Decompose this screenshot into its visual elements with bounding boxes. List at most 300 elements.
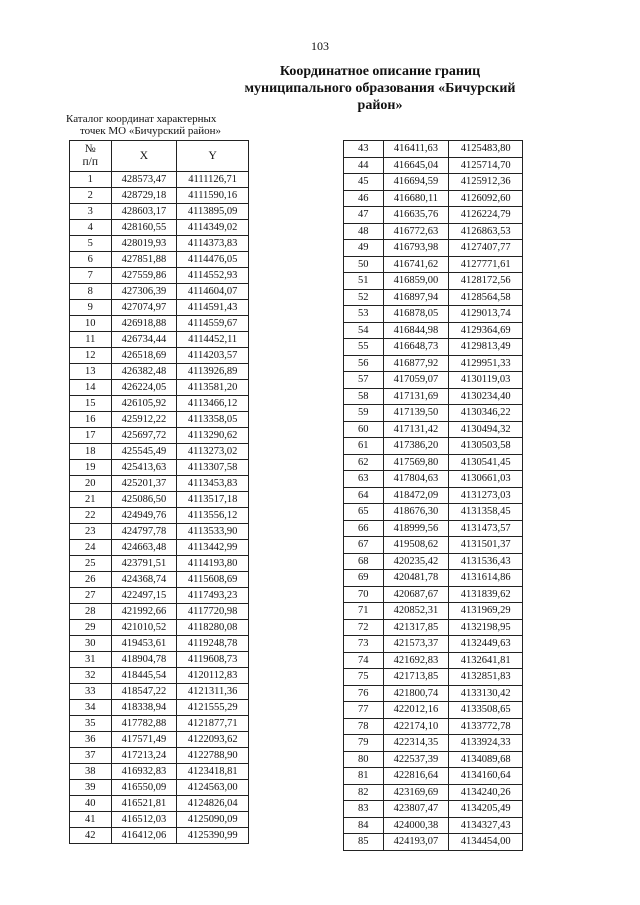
coord-y: 4119248,78: [177, 636, 249, 652]
coord-x: 422012,16: [383, 702, 449, 719]
coord-x: 423807,47: [383, 801, 449, 818]
table-row: [344, 141, 523, 158]
point-number: 12: [70, 348, 112, 364]
coord-y: 4129951,33: [449, 355, 523, 372]
table-row: [344, 223, 523, 240]
coord-y: 4113581,20: [177, 380, 249, 396]
point-number: 82: [344, 784, 384, 801]
coord-x: 421573,37: [383, 636, 449, 653]
table-row: [344, 273, 523, 290]
table-row: [70, 604, 249, 620]
table-row: [70, 668, 249, 684]
point-number: 1: [70, 172, 112, 188]
coord-x: 416521,81: [111, 796, 177, 812]
coord-y: 4124563,00: [177, 780, 249, 796]
title-line-2: муниципального образования «Бичурский район»: [244, 81, 516, 113]
point-number: 53: [344, 306, 384, 323]
coord-x: 425912,22: [111, 412, 177, 428]
coord-x: 424949,76: [111, 508, 177, 524]
coord-y: 4133508,65: [449, 702, 523, 719]
coord-y: 4122093,62: [177, 732, 249, 748]
coord-x: 425545,49: [111, 444, 177, 460]
table-row: [70, 428, 249, 444]
point-number: 81: [344, 768, 384, 785]
table-row: [70, 716, 249, 732]
coord-x: 417804,63: [383, 471, 449, 488]
table-row: [344, 322, 523, 339]
coord-y: 4117493,23: [177, 588, 249, 604]
coord-y: 4125714,70: [449, 157, 523, 174]
coord-x: 417131,69: [383, 388, 449, 405]
table-row: [70, 300, 249, 316]
coord-y: 4132198,95: [449, 619, 523, 636]
point-number: 14: [70, 380, 112, 396]
point-number: 17: [70, 428, 112, 444]
coord-y: 4130119,03: [449, 372, 523, 389]
point-number: 54: [344, 322, 384, 339]
point-number: 60: [344, 421, 384, 438]
point-number: 16: [70, 412, 112, 428]
coord-x: 422497,15: [111, 588, 177, 604]
coord-y: 4114203,57: [177, 348, 249, 364]
coord-y: 4131358,45: [449, 504, 523, 521]
table-header-row: [70, 141, 249, 172]
point-number: 8: [70, 284, 112, 300]
point-number: 22: [70, 508, 112, 524]
point-number: 56: [344, 355, 384, 372]
point-number: 85: [344, 834, 384, 851]
coord-x: 426382,48: [111, 364, 177, 380]
table-row: [70, 220, 249, 236]
point-number: 43: [344, 141, 384, 158]
coord-y: 4130234,40: [449, 388, 523, 405]
coord-x: 420481,78: [383, 570, 449, 587]
table-row: [70, 364, 249, 380]
point-number: 33: [70, 684, 112, 700]
coord-x: 427559,86: [111, 268, 177, 284]
point-number: 4: [70, 220, 112, 236]
coord-y: 4132449,63: [449, 636, 523, 653]
coord-x: 418445,54: [111, 668, 177, 684]
coord-x: 418338,94: [111, 700, 177, 716]
coord-x: 421800,74: [383, 685, 449, 702]
coord-y: 4113517,18: [177, 492, 249, 508]
coord-x: 416772,63: [383, 223, 449, 240]
point-number: 34: [70, 700, 112, 716]
coord-y: 4134240,26: [449, 784, 523, 801]
point-number: 3: [70, 204, 112, 220]
point-number: 29: [70, 620, 112, 636]
coord-y: 4128172,56: [449, 273, 523, 290]
point-number: 44: [344, 157, 384, 174]
coord-y: 4132851,83: [449, 669, 523, 686]
coord-y: 4134089,68: [449, 751, 523, 768]
coord-x: 420687,67: [383, 586, 449, 603]
coord-y: 4133772,78: [449, 718, 523, 735]
point-number: 62: [344, 454, 384, 471]
coord-y: 4126863,53: [449, 223, 523, 240]
point-number: 63: [344, 471, 384, 488]
table-row: [344, 405, 523, 422]
document-title: [230, 63, 530, 114]
coord-y: 4134205,49: [449, 801, 523, 818]
coord-y: 4130541,45: [449, 454, 523, 471]
table-row: [344, 240, 523, 257]
point-number: 61: [344, 438, 384, 455]
page-number: 103: [311, 39, 329, 53]
table-row: [70, 236, 249, 252]
coord-y: 4125390,99: [177, 828, 249, 844]
coord-x: 416897,94: [383, 289, 449, 306]
point-number: 79: [344, 735, 384, 752]
table-row: [70, 556, 249, 572]
table-row: [70, 188, 249, 204]
coord-y: 4131614,86: [449, 570, 523, 587]
coord-x: 424797,78: [111, 524, 177, 540]
coord-x: 416411,63: [383, 141, 449, 158]
coord-x: 419453,61: [111, 636, 177, 652]
point-number: 38: [70, 764, 112, 780]
coord-x: 418904,78: [111, 652, 177, 668]
table-row: [344, 784, 523, 801]
point-number: 75: [344, 669, 384, 686]
coord-y: 4111590,16: [177, 188, 249, 204]
header-number-symbol: №: [84, 143, 96, 155]
point-number: 39: [70, 780, 112, 796]
coord-y: 4130661,03: [449, 471, 523, 488]
point-number: 69: [344, 570, 384, 587]
point-number: 10: [70, 316, 112, 332]
table-row: [70, 348, 249, 364]
coord-x: 428603,17: [111, 204, 177, 220]
coord-x: 419508,62: [383, 537, 449, 554]
coord-x: 416877,92: [383, 355, 449, 372]
table-caption: [66, 113, 256, 137]
point-number: 21: [70, 492, 112, 508]
coord-x: 416635,76: [383, 207, 449, 224]
coord-x: 418547,22: [111, 684, 177, 700]
table-row: [344, 207, 523, 224]
coord-x: 416680,11: [383, 190, 449, 207]
point-number: 11: [70, 332, 112, 348]
table-row: [70, 748, 249, 764]
coord-x: 417213,24: [111, 748, 177, 764]
header-number-label: п/п: [82, 156, 99, 168]
table-row: [70, 652, 249, 668]
point-number: 28: [70, 604, 112, 620]
point-number: 45: [344, 174, 384, 191]
point-number: 32: [70, 668, 112, 684]
coord-x: 422174,10: [383, 718, 449, 735]
title-line-1: Координатное описание границ: [279, 64, 481, 79]
coord-x: 427851,88: [111, 252, 177, 268]
coord-x: 423169,69: [383, 784, 449, 801]
point-number: 18: [70, 444, 112, 460]
coord-x: 426105,92: [111, 396, 177, 412]
table-row: [70, 700, 249, 716]
point-number: 7: [70, 268, 112, 284]
point-number: 35: [70, 716, 112, 732]
point-number: 77: [344, 702, 384, 719]
coord-x: 416550,09: [111, 780, 177, 796]
point-number: 41: [70, 812, 112, 828]
coord-y: 4127407,77: [449, 240, 523, 257]
point-number: 9: [70, 300, 112, 316]
point-number: 68: [344, 553, 384, 570]
table-row: [70, 812, 249, 828]
point-number: 5: [70, 236, 112, 252]
coord-x: 427074,97: [111, 300, 177, 316]
table-row: [70, 204, 249, 220]
coord-x: 424368,74: [111, 572, 177, 588]
coord-x: 416645,04: [383, 157, 449, 174]
table-row: [70, 572, 249, 588]
coord-y: 4121877,71: [177, 716, 249, 732]
coord-x: 426224,05: [111, 380, 177, 396]
coord-x: 422816,64: [383, 768, 449, 785]
table-row: [344, 471, 523, 488]
coord-y: 4130494,32: [449, 421, 523, 438]
table-row: [70, 252, 249, 268]
coord-x: 426734,44: [111, 332, 177, 348]
coord-x: 426518,69: [111, 348, 177, 364]
coord-x: 428729,18: [111, 188, 177, 204]
point-number: 36: [70, 732, 112, 748]
coord-x: 420852,31: [383, 603, 449, 620]
table-row: [70, 540, 249, 556]
table-row: [70, 620, 249, 636]
point-number: 24: [70, 540, 112, 556]
coord-y: 4113453,83: [177, 476, 249, 492]
coord-y: 4131969,29: [449, 603, 523, 620]
coord-x: 421992,66: [111, 604, 177, 620]
coord-y: 4126092,60: [449, 190, 523, 207]
caption-line-2: точек МО «Бичурский район»: [80, 125, 222, 137]
table-row: [70, 780, 249, 796]
point-number: 26: [70, 572, 112, 588]
point-number: 76: [344, 685, 384, 702]
table-row: [344, 570, 523, 587]
point-number: 13: [70, 364, 112, 380]
table-row: [70, 268, 249, 284]
table-row: [70, 524, 249, 540]
coord-x: 417782,88: [111, 716, 177, 732]
coord-y: 4117720,98: [177, 604, 249, 620]
point-number: 37: [70, 748, 112, 764]
table-row: [70, 684, 249, 700]
coord-x: 416878,05: [383, 306, 449, 323]
table-row: [70, 636, 249, 652]
point-number: 49: [344, 240, 384, 257]
table-row: [70, 396, 249, 412]
point-number: 23: [70, 524, 112, 540]
table-row: [344, 702, 523, 719]
table-row: [344, 669, 523, 686]
table-row: [70, 444, 249, 460]
coord-y: 4120112,83: [177, 668, 249, 684]
table-row: [344, 487, 523, 504]
table-row: [344, 256, 523, 273]
table-row: [344, 768, 523, 785]
coord-x: 416512,03: [111, 812, 177, 828]
point-number: 83: [344, 801, 384, 818]
coord-x: 417386,20: [383, 438, 449, 455]
coord-x: 416741,62: [383, 256, 449, 273]
point-number: 20: [70, 476, 112, 492]
point-number: 40: [70, 796, 112, 812]
coord-y: 4127771,61: [449, 256, 523, 273]
coord-x: 428019,93: [111, 236, 177, 252]
point-number: 71: [344, 603, 384, 620]
point-number: 80: [344, 751, 384, 768]
coord-y: 4113466,12: [177, 396, 249, 412]
coord-y: 4133924,33: [449, 735, 523, 752]
table-row: [344, 619, 523, 636]
point-number: 59: [344, 405, 384, 422]
point-number: 15: [70, 396, 112, 412]
point-number: 70: [344, 586, 384, 603]
table-row: [70, 412, 249, 428]
caption-line-1: Каталог координат характерных: [66, 113, 217, 125]
coord-y: 4123418,81: [177, 764, 249, 780]
coord-y: 4134454,00: [449, 834, 523, 851]
coord-x: 424663,48: [111, 540, 177, 556]
table-row: [344, 834, 523, 851]
table-row: [344, 636, 523, 653]
table-row: [344, 157, 523, 174]
table-row: [70, 732, 249, 748]
coord-x: 421692,83: [383, 652, 449, 669]
table-row: [344, 421, 523, 438]
table-row: [344, 372, 523, 389]
coord-y: 4113273,02: [177, 444, 249, 460]
coord-x: 416412,06: [111, 828, 177, 844]
coord-x: 422314,35: [383, 735, 449, 752]
coord-y: 4125483,80: [449, 141, 523, 158]
point-number: 46: [344, 190, 384, 207]
coord-y: 4131473,57: [449, 520, 523, 537]
coord-x: 417571,49: [111, 732, 177, 748]
coord-y: 4114193,80: [177, 556, 249, 572]
table-row: [70, 492, 249, 508]
coord-x: 424000,38: [383, 817, 449, 834]
table-row: [70, 316, 249, 332]
coord-x: 418999,56: [383, 520, 449, 537]
coord-y: 4119608,73: [177, 652, 249, 668]
coordinates-table-right: [343, 140, 523, 851]
point-number: 74: [344, 652, 384, 669]
coord-y: 4114552,93: [177, 268, 249, 284]
point-number: 64: [344, 487, 384, 504]
coord-x: 425201,37: [111, 476, 177, 492]
table-row: [344, 801, 523, 818]
table-row: [344, 817, 523, 834]
coord-y: 4114476,05: [177, 252, 249, 268]
point-number: 78: [344, 718, 384, 735]
coord-y: 4131501,37: [449, 537, 523, 554]
coord-y: 4131536,43: [449, 553, 523, 570]
coord-x: 421713,85: [383, 669, 449, 686]
coord-x: 416694,59: [383, 174, 449, 191]
table-row: [344, 438, 523, 455]
table-row: [344, 751, 523, 768]
table-row: [344, 339, 523, 356]
coord-y: 4130503,58: [449, 438, 523, 455]
point-number: 42: [70, 828, 112, 844]
coord-y: 4130346,22: [449, 405, 523, 422]
point-number: 25: [70, 556, 112, 572]
coord-y: 4114559,67: [177, 316, 249, 332]
coord-y: 4121555,29: [177, 700, 249, 716]
table-row: [344, 355, 523, 372]
table-row: [70, 332, 249, 348]
coord-y: 4133130,42: [449, 685, 523, 702]
coord-x: 417059,07: [383, 372, 449, 389]
coord-y: 4113556,12: [177, 508, 249, 524]
table-row: [344, 454, 523, 471]
point-number: 84: [344, 817, 384, 834]
coord-y: 4124826,04: [177, 796, 249, 812]
coordinates-table-left: [69, 140, 249, 844]
coord-x: 425086,50: [111, 492, 177, 508]
coord-y: 4114373,83: [177, 236, 249, 252]
point-number: 72: [344, 619, 384, 636]
coord-x: 418676,30: [383, 504, 449, 521]
table-row: [344, 718, 523, 735]
coord-y: 4113895,09: [177, 204, 249, 220]
header-x: X: [111, 141, 177, 172]
coord-x: 417569,80: [383, 454, 449, 471]
coord-y: 4111126,71: [177, 172, 249, 188]
point-number: 52: [344, 289, 384, 306]
coord-x: 418472,09: [383, 487, 449, 504]
table-row: [344, 388, 523, 405]
point-number: 67: [344, 537, 384, 554]
table-row: [344, 603, 523, 620]
point-number: 50: [344, 256, 384, 273]
table-row: [70, 460, 249, 476]
coord-y: 4115608,69: [177, 572, 249, 588]
table-body-right: [344, 141, 523, 851]
coord-x: 426918,88: [111, 316, 177, 332]
coord-y: 4129364,69: [449, 322, 523, 339]
point-number: 27: [70, 588, 112, 604]
table-row: [344, 306, 523, 323]
table-row: [344, 537, 523, 554]
coord-y: 4128564,58: [449, 289, 523, 306]
header-y: Y: [177, 141, 249, 172]
coord-x: 428160,55: [111, 220, 177, 236]
table-row: [344, 289, 523, 306]
point-number: 55: [344, 339, 384, 356]
coord-y: 4129013,74: [449, 306, 523, 323]
coord-y: 4121311,36: [177, 684, 249, 700]
coord-x: 428573,47: [111, 172, 177, 188]
coord-x: 420235,42: [383, 553, 449, 570]
table-row: [70, 284, 249, 300]
point-number: 65: [344, 504, 384, 521]
coord-y: 4126224,79: [449, 207, 523, 224]
coord-x: 416932,83: [111, 764, 177, 780]
coord-y: 4113926,89: [177, 364, 249, 380]
table-row: [344, 652, 523, 669]
coord-x: 421010,52: [111, 620, 177, 636]
point-number: 57: [344, 372, 384, 389]
point-number: 19: [70, 460, 112, 476]
coord-y: 4114349,02: [177, 220, 249, 236]
coord-y: 4125912,36: [449, 174, 523, 191]
table-row: [70, 172, 249, 188]
